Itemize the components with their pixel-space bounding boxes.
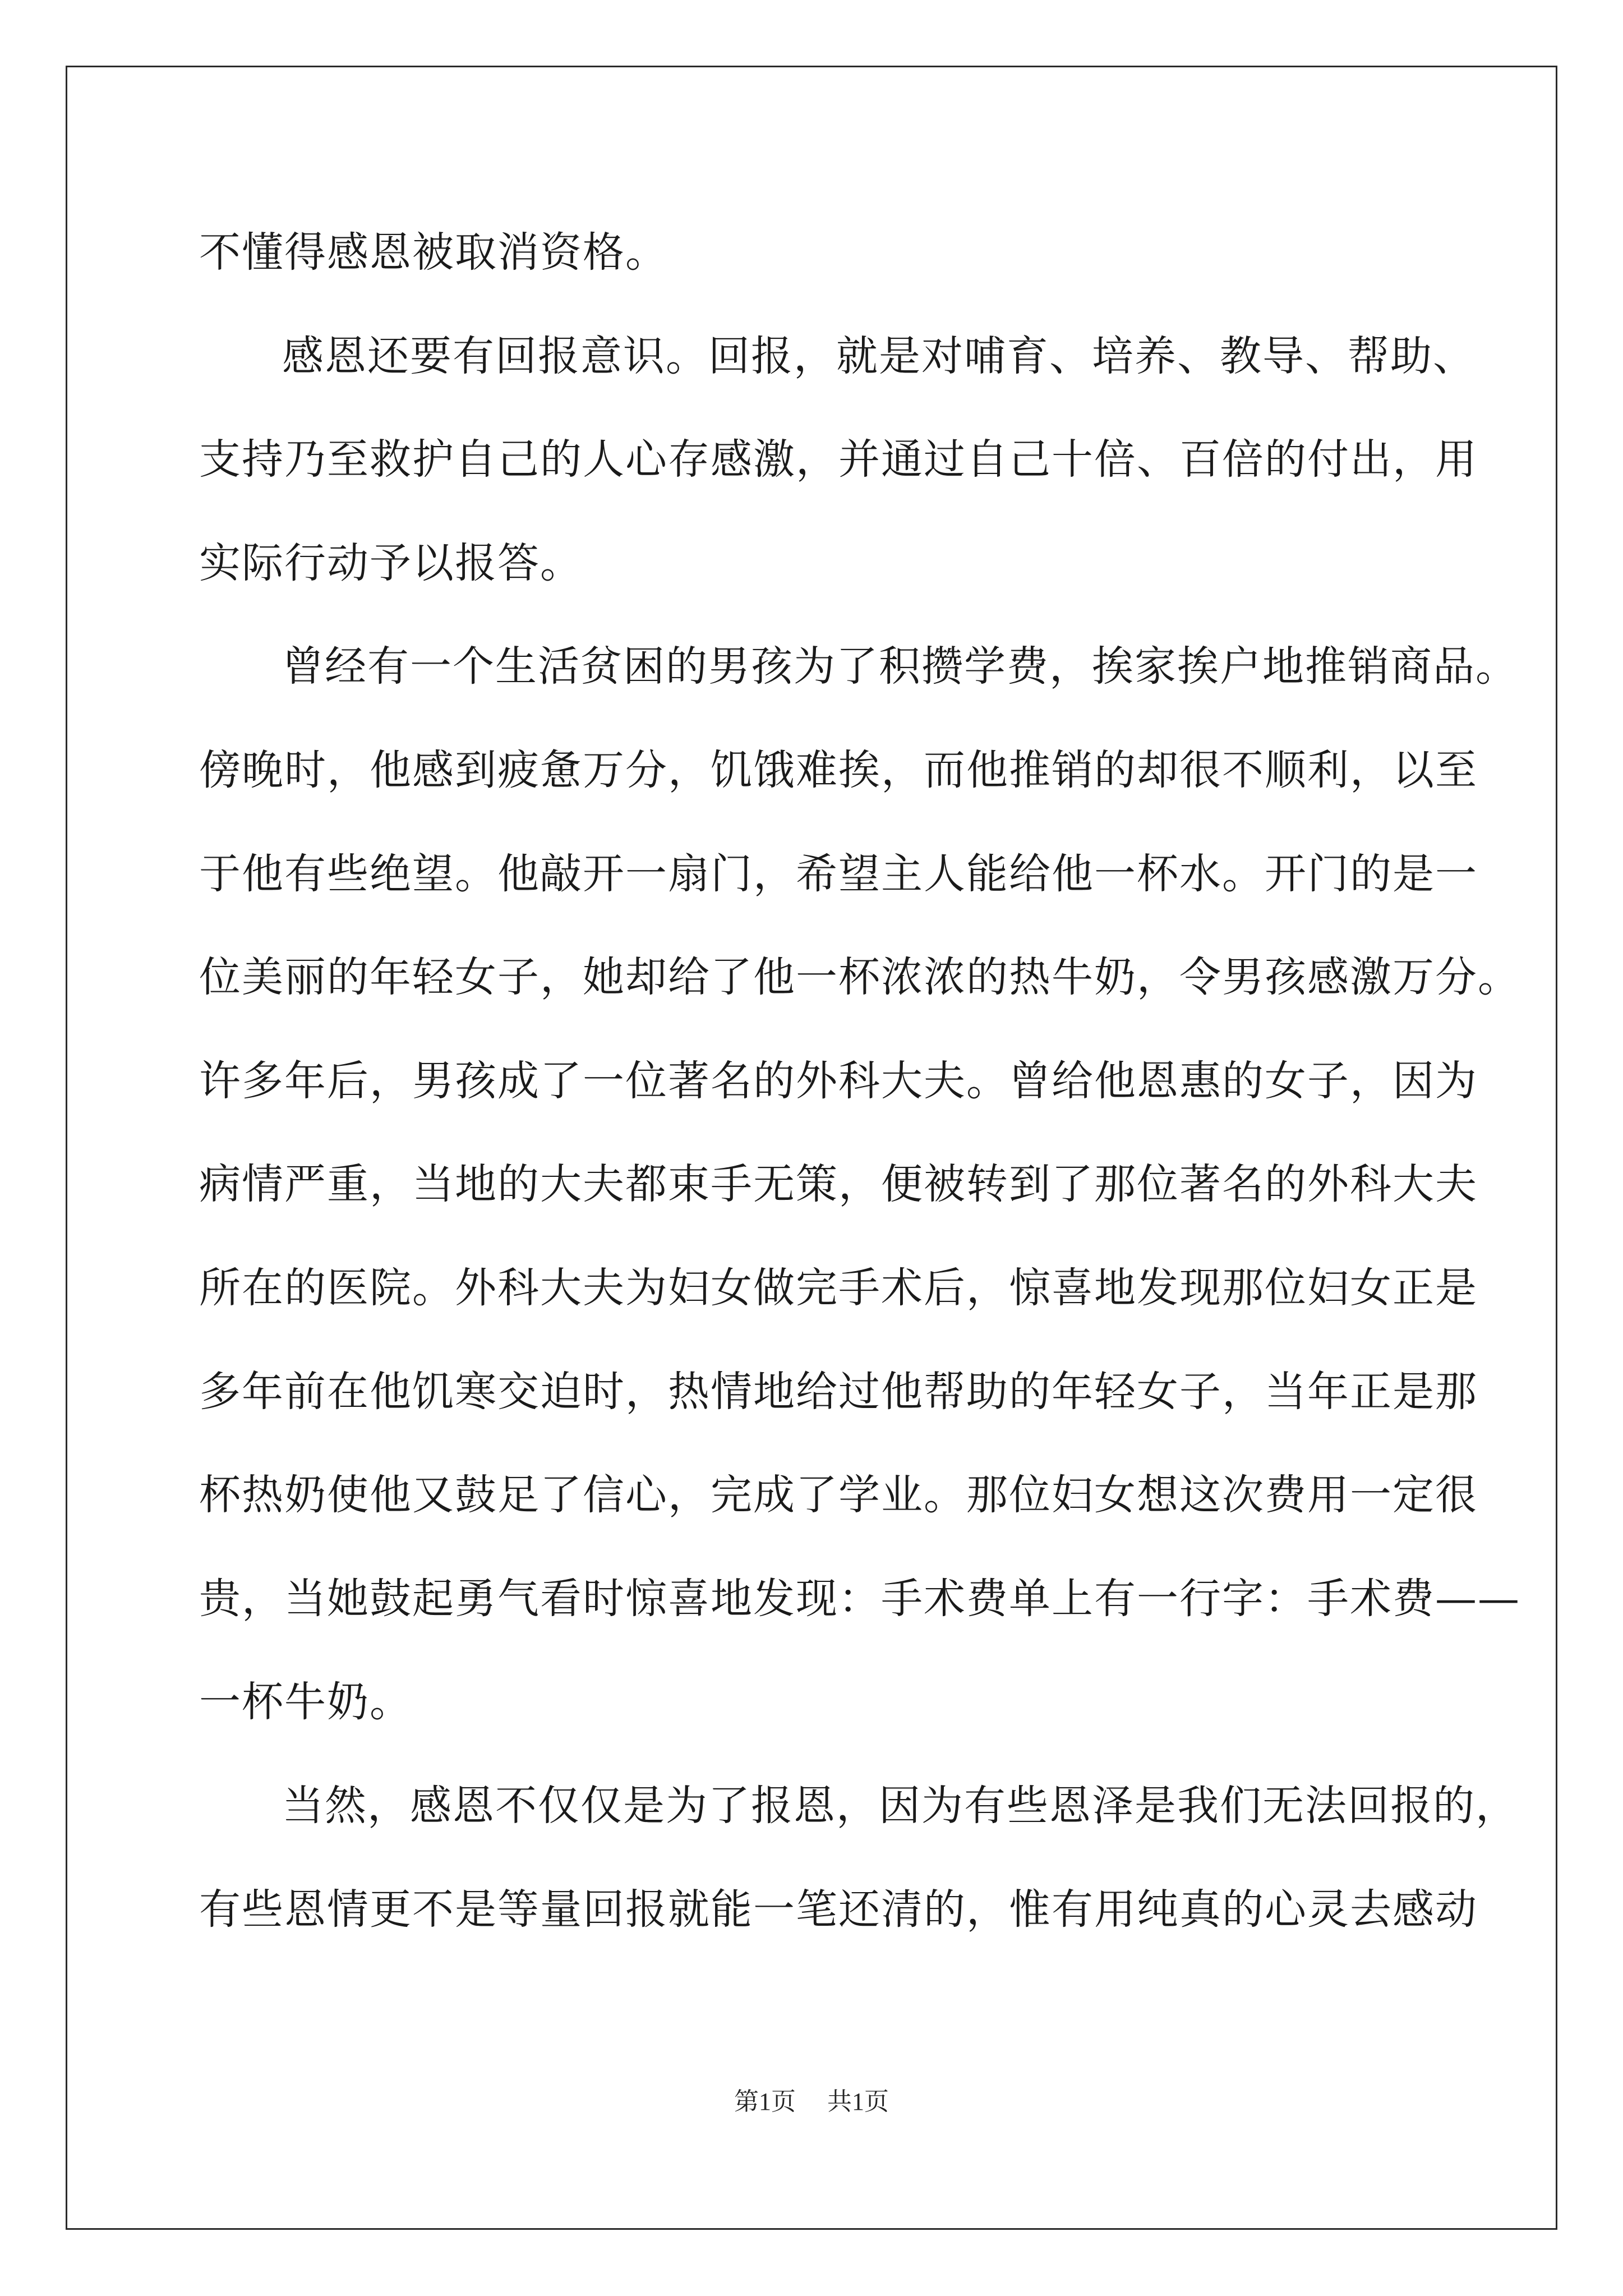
- text-line: 当然，感恩不仅仅是为了报恩，因为有些恩泽是我们无法回报的，: [282, 1781, 1518, 1830]
- text-line: 实际行动予以报答。: [199, 539, 583, 587]
- text-line: 多年前在他饥寒交迫时，热情地给过他帮助的年轻女子，当年正是那: [199, 1367, 1478, 1416]
- text-line: 杯热奶使他又鼓足了信心，完成了学业。那位妇女想这次费用一定很: [199, 1471, 1478, 1520]
- text-line: 傍晚时，他感到疲惫万分，饥饿难挨，而他推销的却很不顺利，以至: [199, 746, 1478, 794]
- text-line: 曾经有一个生活贫困的男孩为了积攒学费，挨家挨户地推销商品。: [282, 642, 1518, 691]
- page-total: 共1页: [827, 2088, 889, 2115]
- text-line: 一杯牛奶。: [199, 1678, 412, 1727]
- text-line: 于他有些绝望。他敲开一扇门，希望主人能给他一杯水。开门的是一: [199, 849, 1478, 898]
- text-line: 所在的医院。外科大夫为妇女做完手术后，惊喜地发现那位妇女正是: [199, 1263, 1478, 1312]
- text-line: 不懂得感恩被取消资格。: [199, 228, 668, 277]
- text-line: 感恩还要有回报意识。回报，就是对哺育、培养、教导、帮助、: [282, 332, 1476, 380]
- text-line: 贵，当她鼓起勇气看时惊喜地发现：手术费单上有一行字：手术费——: [199, 1574, 1520, 1623]
- document-body: [199, 222, 1520, 1982]
- text-line: 支持乃至救护自己的人心存感激，并通过自己十倍、百倍的付出，用: [199, 435, 1478, 484]
- text-line: 有些恩情更不是等量回报就能一笔还清的，惟有用纯真的心灵去感动: [199, 1885, 1478, 1934]
- text-line: 许多年后，男孩成了一位著名的外科大夫。曾给他恩惠的女子，因为: [199, 1056, 1478, 1105]
- page-number: 第1页: [734, 2088, 796, 2115]
- text-line: 病情严重，当地的大夫都束手无策，便被转到了那位著名的外科大夫: [199, 1160, 1478, 1209]
- page-footer: [0, 2081, 1623, 2117]
- text-line: 位美丽的年轻女子，她却给了他一杯浓浓的热牛奶，令男孩感激万分。: [199, 953, 1520, 1002]
